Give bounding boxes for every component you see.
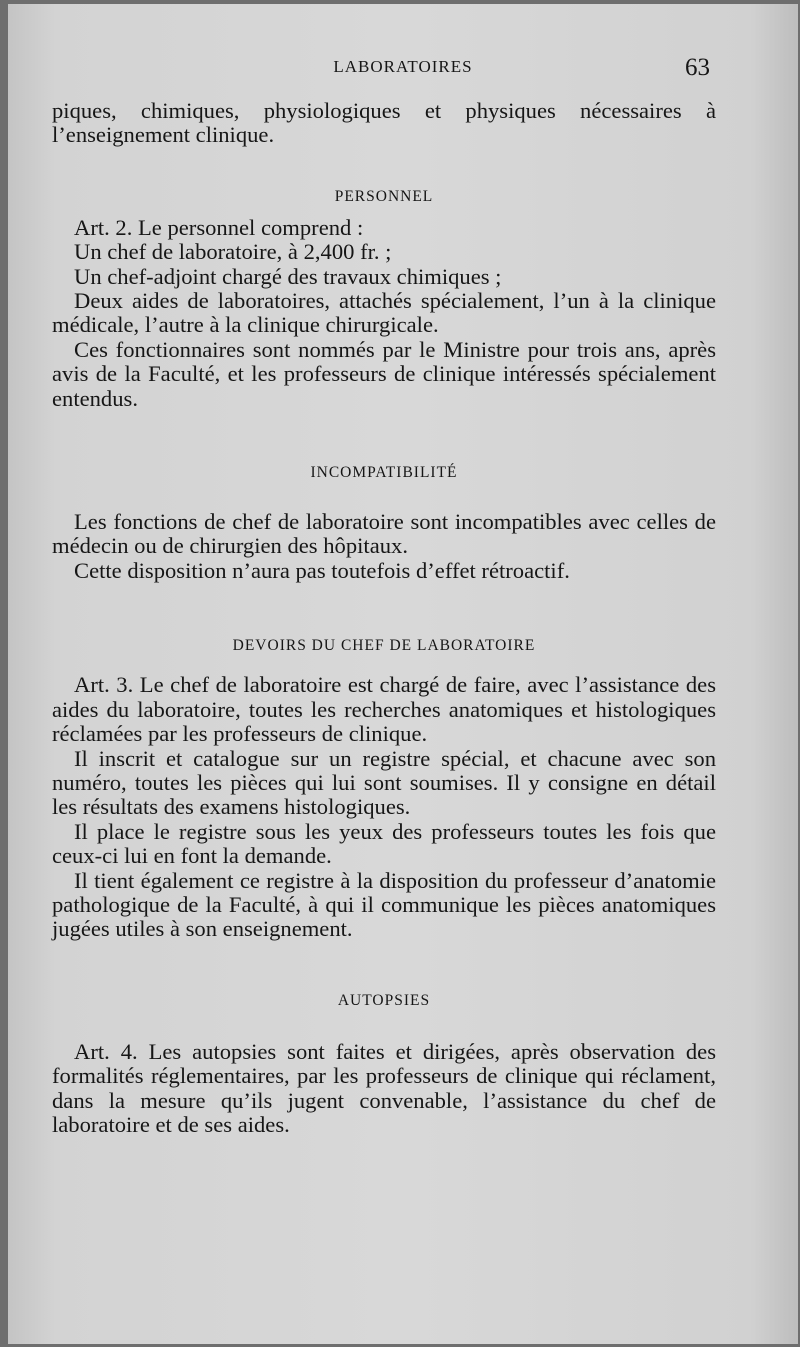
paragraph: Il inscrit et catalogue sur un registre spécial, et chacune avec son numéro, toutes les pièces qui lui sont soumises. Il y consigne en détail les résultats des examens histologiques.: [52, 745, 716, 820]
paragraph: Art. 2. Le personnel comprend :: [74, 214, 364, 240]
paragraph: Ces fonctionnaires sont nommés par le Ministre pour trois ans, après avis de la Faculté, et les professeurs de clinique intéressés spécialement entendus.: [52, 336, 716, 411]
paragraph: Un chef-adjoint chargé des travaux chimiques ;: [74, 263, 502, 289]
paragraph: Deux aides de laboratoires, attachés spécialement, l’un à la clinique médicale, l’autre à la clinique chirurgicale.: [52, 288, 716, 338]
paragraph: Il tient également ce registre à la disposition du professeur d’anatomie pathologique de la Faculté, à qui il communique les pièces anatomiques jugées utiles à son enseignement.: [52, 867, 716, 942]
page-body: [52, 99, 716, 1137]
paragraph: Art. 4. Les autopsies sont faites et dirigées, après observation des formalités réglementaires, par les professeurs de clinique qui réclament, dans la mesure qu’ils jugent convenable, l’assistance du chef de laboratoire et de ses aides.: [52, 1038, 716, 1137]
page-header: [8, 54, 798, 84]
section-heading-personnel: PERSONNEL: [334, 187, 434, 205]
paragraph: Un chef de laboratoire, à 2,400 fr. ;: [74, 239, 392, 265]
paragraph: Les fonctions de chef de laboratoire sont incompatibles avec celles de médecin ou de chirurgien des hôpitaux.: [52, 509, 716, 559]
section-heading-devoirs: DEVOIRS DU CHEF DE LABORATOIRE: [232, 637, 536, 655]
paragraph: Art. 3. Le chef de laboratoire est chargé de faire, avec l’assistance des aides du laboratoire, toutes les recherches anatomiques et histologiques réclamées par les professeurs de clinique.: [52, 672, 716, 747]
paragraph: Il place le registre sous les yeux des professeurs toutes les fois que ceux-ci lui en font la demande.: [52, 818, 716, 869]
running-title: LABORATOIRES: [333, 57, 473, 76]
continued-paragraph: piques, chimiques, physiologiques et physiques nécessaires à l’enseignement clinique.: [52, 98, 716, 148]
section-heading-incompatibilite: INCOMPATIBILITÉ: [310, 464, 458, 482]
book-page: [8, 4, 798, 1344]
paragraph: Cette disposition n’aura pas toutefois d’effet rétroactif.: [74, 557, 570, 583]
page-number: 63: [685, 54, 710, 81]
section-heading-autopsies: AUTOPSIES: [337, 991, 431, 1009]
